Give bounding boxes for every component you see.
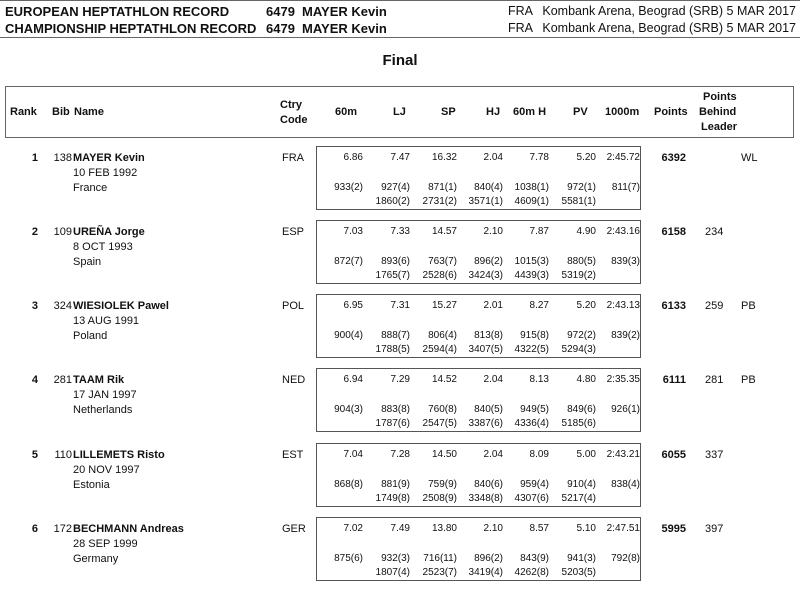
- cumulative-points: 3348(8): [468, 493, 503, 504]
- cumulative-points: 4609(1): [514, 196, 549, 207]
- athlete-country: Spain: [73, 256, 102, 268]
- event-points: 806(4): [428, 330, 457, 341]
- event-performance: 6.94: [343, 374, 363, 385]
- event-performance: 6.95: [343, 300, 363, 311]
- athlete-rank: 6: [31, 523, 38, 535]
- results-header: [5, 86, 794, 138]
- cumulative-points: 1765(7): [375, 270, 410, 281]
- total-points: 6055: [661, 449, 686, 461]
- cumulative-points: 4322(5): [514, 344, 549, 355]
- record-title: CHAMPIONSHIP HEPTATHLON RECORD: [5, 21, 257, 36]
- record-holder: MAYER Kevin: [302, 21, 387, 36]
- athlete-name: BECHMANN Andreas: [73, 523, 184, 535]
- athlete-country: Netherlands: [73, 404, 133, 416]
- event-performance: 7.04: [343, 449, 363, 460]
- event-points: 900(4): [334, 330, 363, 341]
- points-behind-leader: 337: [705, 449, 724, 461]
- athlete-rank: 1: [31, 152, 38, 164]
- cumulative-points: 4262(8): [514, 567, 549, 578]
- event-points: 896(2): [474, 553, 503, 564]
- record-country: FRA: [508, 21, 533, 35]
- event-points: 896(2): [474, 256, 503, 267]
- points-behind-leader: 397: [705, 523, 724, 535]
- record-note: PB: [741, 374, 756, 386]
- athlete-dob: 10 FEB 1992: [73, 167, 138, 179]
- event-points: 881(9): [381, 479, 410, 490]
- athlete-country-code: ESP: [282, 226, 305, 238]
- event-results-box: [316, 368, 641, 432]
- event-performance: 4.80: [576, 374, 596, 385]
- cumulative-points: 3387(6): [468, 418, 503, 429]
- event-points: 888(7): [381, 330, 410, 341]
- athlete-country-code: EST: [282, 449, 304, 461]
- event-points: 840(5): [474, 404, 503, 415]
- col-ctry-1: Ctry: [280, 99, 303, 111]
- athlete-dob: 17 JAN 1997: [73, 389, 137, 401]
- athlete-bib: 281: [53, 374, 72, 386]
- event-performance: 14.50: [431, 449, 457, 460]
- event-performance: 13.80: [431, 523, 457, 534]
- record-row-championship: [0, 21, 800, 39]
- points-behind-leader: 234: [705, 226, 724, 238]
- event-performance: 2.01: [483, 300, 503, 311]
- event-performance: 14.52: [431, 374, 457, 385]
- athlete-name: LILLEMETS Risto: [73, 449, 165, 461]
- round-title: Final: [382, 52, 418, 69]
- event-points: 910(4): [567, 479, 596, 490]
- athlete-name: WIESIOLEK Pawel: [73, 300, 169, 312]
- cumulative-points: 4307(6): [514, 493, 549, 504]
- cumulative-points: 2508(9): [422, 493, 457, 504]
- cumulative-points: 1788(5): [375, 344, 410, 355]
- col-sp: SP: [441, 106, 456, 118]
- col-behind-2: Behind: [699, 106, 737, 118]
- athlete-dob: 8 OCT 1993: [73, 241, 133, 253]
- athlete-bib: 109: [53, 226, 72, 238]
- event-points: 949(5): [520, 404, 549, 415]
- event-points: 839(3): [611, 256, 640, 267]
- event-performance: 2.10: [483, 523, 503, 534]
- event-points: 813(8): [474, 330, 503, 341]
- record-note: PB: [741, 300, 756, 312]
- cumulative-points: 2547(5): [422, 418, 457, 429]
- total-points: 5995: [661, 523, 686, 535]
- event-performance: 7.31: [390, 300, 410, 311]
- event-performance: 6.86: [343, 152, 363, 163]
- event-points: 760(8): [428, 404, 457, 415]
- event-results-box: [316, 443, 641, 507]
- athlete-bib: 138: [53, 152, 72, 164]
- col-behind-3: Leader: [701, 121, 738, 133]
- event-performance: 2:43.21: [606, 449, 640, 460]
- athlete-name: UREÑA Jorge: [73, 226, 145, 238]
- athlete-rank: 3: [31, 300, 38, 312]
- athlete-row: [0, 226, 800, 300]
- event-performance: 2.04: [483, 374, 503, 385]
- event-points: 932(3): [381, 553, 410, 564]
- col-name: Name: [74, 106, 104, 118]
- athlete-name: TAAM Rik: [73, 374, 125, 386]
- event-points: 904(3): [334, 404, 363, 415]
- athlete-bib: 324: [53, 300, 72, 312]
- athlete-dob: 13 AUG 1991: [73, 315, 140, 327]
- total-points: 6392: [661, 152, 686, 164]
- cumulative-points: 2731(2): [422, 196, 457, 207]
- cumulative-points: 3424(3): [468, 270, 503, 281]
- records-panel: [0, 0, 800, 38]
- event-points: 849(6): [567, 404, 596, 415]
- record-holder: MAYER Kevin: [302, 4, 387, 19]
- event-points: 875(6): [334, 553, 363, 564]
- event-performance: 2.10: [483, 226, 503, 237]
- cumulative-points: 2528(6): [422, 270, 457, 281]
- event-performance: 4.90: [576, 226, 596, 237]
- event-performance: 5.20: [576, 152, 596, 163]
- cumulative-points: 1807(4): [375, 567, 410, 578]
- athlete-name: MAYER Kevin: [73, 152, 145, 164]
- event-points: 792(8): [611, 553, 640, 564]
- event-points: 972(1): [567, 182, 596, 193]
- athlete-country: Estonia: [73, 479, 110, 491]
- athlete-country: France: [73, 182, 108, 194]
- event-points: 883(8): [381, 404, 410, 415]
- cumulative-points: 3419(4): [468, 567, 503, 578]
- event-performance: 7.28: [390, 449, 410, 460]
- col-rank: Rank: [10, 106, 37, 118]
- event-performance: 5.10: [576, 523, 596, 534]
- col-60m: 60m: [335, 106, 358, 118]
- total-points: 6111: [662, 374, 686, 386]
- record-title: EUROPEAN HEPTATHLON RECORD: [5, 4, 230, 19]
- event-performance: 7.87: [529, 226, 549, 237]
- record-country: FRA: [508, 4, 533, 18]
- event-points: 839(2): [611, 330, 640, 341]
- col-hj: HJ: [486, 106, 501, 118]
- cumulative-points: 1749(8): [375, 493, 410, 504]
- athlete-rank: 2: [31, 226, 38, 238]
- athlete-rank: 4: [31, 374, 38, 386]
- athlete-row: [0, 523, 800, 597]
- athlete-bib: 172: [53, 523, 72, 535]
- event-performance: 2.04: [483, 449, 503, 460]
- points-behind-leader: 281: [705, 374, 724, 386]
- event-performance: 2:35.35: [606, 374, 640, 385]
- athlete-dob: 20 NOV 1997: [73, 464, 140, 476]
- col-lj: LJ: [393, 106, 406, 118]
- athlete-row: [0, 300, 800, 374]
- event-points: 838(4): [611, 479, 640, 490]
- event-points: 1038(1): [514, 182, 549, 193]
- athlete-country-code: NED: [282, 374, 306, 386]
- event-points: 716(11): [423, 553, 457, 564]
- col-bib: Bib: [52, 106, 70, 118]
- cumulative-points: 1860(2): [375, 196, 410, 207]
- cumulative-points: 4336(4): [514, 418, 549, 429]
- event-performance: 15.27: [431, 300, 457, 311]
- event-points: 759(9): [428, 479, 457, 490]
- record-venue: Kombank Arena, Beograd (SRB) 5 MAR 2017: [542, 21, 796, 35]
- event-performance: 8.13: [529, 374, 549, 385]
- event-performance: 7.29: [390, 374, 410, 385]
- athlete-country-code: FRA: [282, 152, 304, 164]
- record-points: 6479: [266, 21, 295, 36]
- athlete-country-code: POL: [282, 300, 305, 312]
- event-points: 959(4): [520, 479, 549, 490]
- event-performance: 7.03: [343, 226, 363, 237]
- record-points: 6479: [266, 4, 295, 19]
- col-60mh: 60m H: [513, 106, 547, 118]
- event-performance: 2:47.51: [606, 523, 640, 534]
- event-performance: 2.04: [483, 152, 503, 163]
- event-performance: 8.09: [529, 449, 549, 460]
- event-points: 893(6): [381, 256, 410, 267]
- event-performance: 5.20: [576, 300, 596, 311]
- event-points: 872(7): [334, 256, 363, 267]
- event-points: 868(8): [334, 479, 363, 490]
- event-points: 933(2): [334, 182, 363, 193]
- event-points: 763(7): [428, 256, 457, 267]
- event-points: 871(1): [428, 182, 457, 193]
- event-points: 972(2): [567, 330, 596, 341]
- event-performance: 2:43.13: [606, 300, 640, 311]
- record-note: WL: [741, 152, 758, 164]
- col-ctry-2: Code: [280, 114, 308, 126]
- cumulative-points: 2523(7): [422, 567, 457, 578]
- athlete-dob: 28 SEP 1999: [73, 538, 138, 550]
- athlete-bib: 110: [54, 449, 72, 461]
- athlete-row: [0, 374, 800, 448]
- total-points: 6133: [661, 300, 686, 312]
- event-performance: 7.47: [390, 152, 410, 163]
- athlete-country-code: GER: [282, 523, 306, 535]
- event-points: 1015(3): [514, 256, 549, 267]
- cumulative-points: 5581(1): [561, 196, 596, 207]
- col-1000m: 1000m: [605, 106, 640, 118]
- cumulative-points: 5294(3): [561, 344, 596, 355]
- athlete-rank: 5: [31, 449, 38, 461]
- col-pv: PV: [573, 106, 588, 118]
- event-points: 811(7): [611, 182, 640, 193]
- event-points: 927(4): [381, 182, 410, 193]
- cumulative-points: 4439(3): [514, 270, 549, 281]
- event-results-box: [316, 146, 641, 210]
- points-behind-leader: 259: [705, 300, 724, 312]
- athlete-row: [0, 449, 800, 523]
- event-performance: 7.49: [390, 523, 410, 534]
- event-results-box: [316, 220, 641, 284]
- record-row-european: [0, 4, 800, 22]
- event-results-box: [316, 517, 641, 581]
- cumulative-points: 5203(5): [561, 567, 596, 578]
- event-points: 840(6): [474, 479, 503, 490]
- col-points: Points: [654, 106, 688, 118]
- event-performance: 5.00: [576, 449, 596, 460]
- event-performance: 8.27: [529, 300, 549, 311]
- event-performance: 16.32: [431, 152, 457, 163]
- cumulative-points: 3571(1): [468, 196, 503, 207]
- cumulative-points: 2594(4): [422, 344, 457, 355]
- athlete-row: [0, 152, 800, 226]
- event-performance: 2:43.16: [606, 226, 640, 237]
- total-points: 6158: [661, 226, 686, 238]
- event-points: 880(5): [567, 256, 596, 267]
- event-performance: 7.33: [390, 226, 410, 237]
- event-results-box: [316, 294, 641, 358]
- event-points: 915(8): [520, 330, 549, 341]
- event-performance: 7.78: [529, 152, 549, 163]
- event-performance: 2:45.72: [606, 152, 640, 163]
- cumulative-points: 1787(6): [375, 418, 410, 429]
- athlete-country: Germany: [73, 553, 119, 565]
- cumulative-points: 5185(6): [561, 418, 596, 429]
- record-venue: Kombank Arena, Beograd (SRB) 5 MAR 2017: [542, 4, 796, 18]
- event-points: 926(1): [611, 404, 640, 415]
- athlete-country: Poland: [73, 330, 108, 342]
- event-points: 840(4): [474, 182, 503, 193]
- cumulative-points: 5319(2): [561, 270, 596, 281]
- event-points: 941(3): [567, 553, 596, 564]
- col-behind-1: Points: [703, 91, 737, 103]
- event-points: 843(9): [520, 553, 549, 564]
- event-performance: 7.02: [343, 523, 363, 534]
- cumulative-points: 3407(5): [468, 344, 503, 355]
- cumulative-points: 5217(4): [561, 493, 596, 504]
- event-performance: 14.57: [431, 226, 457, 237]
- event-performance: 8.57: [529, 523, 549, 534]
